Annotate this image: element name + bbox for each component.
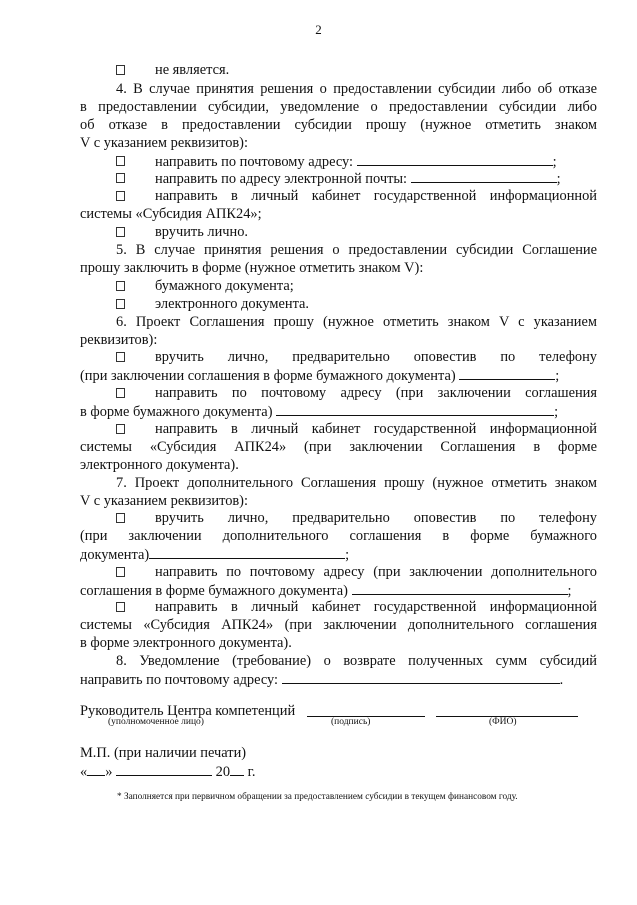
text-line: в предоставлении субсидии, уведомление о предоставлении субсидии либо: [80, 99, 597, 115]
year-suffix: г.: [247, 764, 256, 780]
year-field[interactable]: [230, 762, 244, 776]
text-line: направить в личный кабинет государственной информационной: [155, 188, 597, 204]
refund-postal-field[interactable]: [282, 670, 560, 684]
punct: ;: [556, 171, 561, 187]
text-line: V с указанием реквизитов):: [80, 135, 248, 151]
section-6-heading: 6. Проект Соглашения прошу (нужное отметить знаком V с указанием: [116, 314, 597, 330]
text-line: направить в личный кабинет государственной информационной: [155, 599, 597, 615]
punct: ;: [554, 404, 559, 420]
year-prefix: 20: [215, 764, 231, 780]
checkbox-in-person[interactable]: [116, 227, 125, 237]
text-line: электронного документа.: [155, 296, 310, 312]
signature-label: Руководитель Центра компетенций: [80, 703, 296, 719]
option-label: документа): [80, 547, 150, 563]
stamp-note: М.П. (при наличии печати): [80, 745, 247, 761]
caption-fio: (ФИО): [489, 717, 517, 727]
page-number: 2: [315, 22, 322, 37]
option-label: в форме бумажного документа): [80, 404, 273, 420]
email-field[interactable]: [411, 169, 557, 183]
checkbox-agreement-cabinet[interactable]: [116, 424, 125, 434]
text-line: системы «Субсидия АПК24» (при заключении Соглашения в форме: [80, 439, 597, 455]
text-line: направить по почтовому адресу (при заключении соглашения: [155, 385, 597, 401]
text-line: системы «Субсидия АПК24» (при заключении дополнительного соглашения: [80, 617, 597, 633]
phone-field[interactable]: [459, 366, 555, 380]
text-line: реквизитов):: [80, 332, 158, 348]
email-option: [155, 169, 597, 188]
text-line: бумажного документа;: [155, 278, 294, 294]
checkbox-addendum-in-person[interactable]: [116, 513, 125, 523]
text-line: направить в личный кабинет государственной информационной: [155, 421, 597, 437]
checkbox-paper[interactable]: [116, 281, 125, 291]
addendum-phone-field[interactable]: [149, 545, 345, 559]
punct: ;: [345, 547, 350, 563]
section-8-heading: 8. Уведомление (требование) о возврате полученных сумм субсидий: [116, 653, 597, 669]
text-line: об отказе в предоставлении субсидии прошу (нужное отметить знаком: [80, 117, 597, 133]
checkbox-postal[interactable]: [116, 156, 125, 166]
text-line: системы «Субсидия АПК24»;: [80, 206, 262, 222]
day-field[interactable]: [87, 762, 105, 776]
text-line: [80, 545, 597, 564]
text-line: электронного документа).: [80, 457, 239, 473]
option-label: соглашения в форме бумажного документа): [80, 583, 348, 599]
text-line: вручить лично, предварительно оповестив по телефону: [155, 349, 597, 365]
text-line: V с указанием реквизитов):: [80, 493, 248, 509]
punct: ;: [567, 583, 572, 599]
checkbox-personal-cabinet[interactable]: [116, 191, 125, 201]
checkbox-agreement-in-person[interactable]: [116, 352, 125, 362]
checkbox-addendum-cabinet[interactable]: [116, 602, 125, 612]
option-label: (при заключении соглашения в форме бумажного документа): [80, 368, 456, 384]
section-5-heading: 5. В случае принятия решения о предоставлении субсидии Соглашение: [116, 242, 597, 258]
postal-address-field[interactable]: [357, 152, 553, 166]
option-label: направить по почтовому адресу:: [155, 154, 354, 170]
checkbox-agreement-postal[interactable]: [116, 388, 125, 398]
checkbox-email[interactable]: [116, 173, 125, 183]
option-label: направить по адресу электронной почты:: [155, 171, 408, 187]
punct: ;: [555, 368, 560, 384]
section-7-heading: 7. Проект дополнительного Соглашения прошу (нужное отметить знаком: [116, 475, 597, 491]
checkbox-electronic[interactable]: [116, 299, 125, 309]
checkbox-not-applicable[interactable]: [116, 65, 125, 75]
section-4-heading: 4. В случае принятия решения о предоставлении субсидии либо об отказе: [116, 81, 597, 97]
text-line: [80, 366, 597, 385]
punct: .: [559, 672, 564, 688]
addendum-postal-field[interactable]: [352, 581, 568, 595]
text-line: направить по почтовому адресу (при заключении дополнительного: [155, 564, 597, 580]
punct: ;: [552, 154, 557, 170]
text-line: в форме электронного документа).: [80, 635, 292, 651]
caption-signature: (подпись): [331, 717, 371, 727]
text-line: вручить лично.: [155, 224, 248, 240]
caption-person: (уполномоченное лицо): [108, 717, 204, 727]
quote-open: «: [80, 764, 88, 780]
footnote: * Заполняется при первичном обращении за предоставлением субсидии в текущем финансовом году.: [117, 792, 518, 802]
date-line: [80, 762, 597, 781]
text-line: [80, 670, 597, 689]
text-line: не является.: [155, 62, 230, 78]
text-line: (при заключении дополнительного соглашения в форме бумажного: [80, 528, 597, 544]
checkbox-addendum-postal[interactable]: [116, 567, 125, 577]
text-line: [80, 402, 597, 421]
text-line: вручить лично, предварительно оповестив по телефону: [155, 510, 597, 526]
quote-close: »: [105, 764, 113, 780]
month-field[interactable]: [116, 762, 212, 776]
agreement-postal-field[interactable]: [276, 402, 554, 416]
text-line: прошу заключить в форме (нужное отметить знаком V):: [80, 260, 424, 276]
option-label: направить по почтовому адресу:: [80, 672, 279, 688]
